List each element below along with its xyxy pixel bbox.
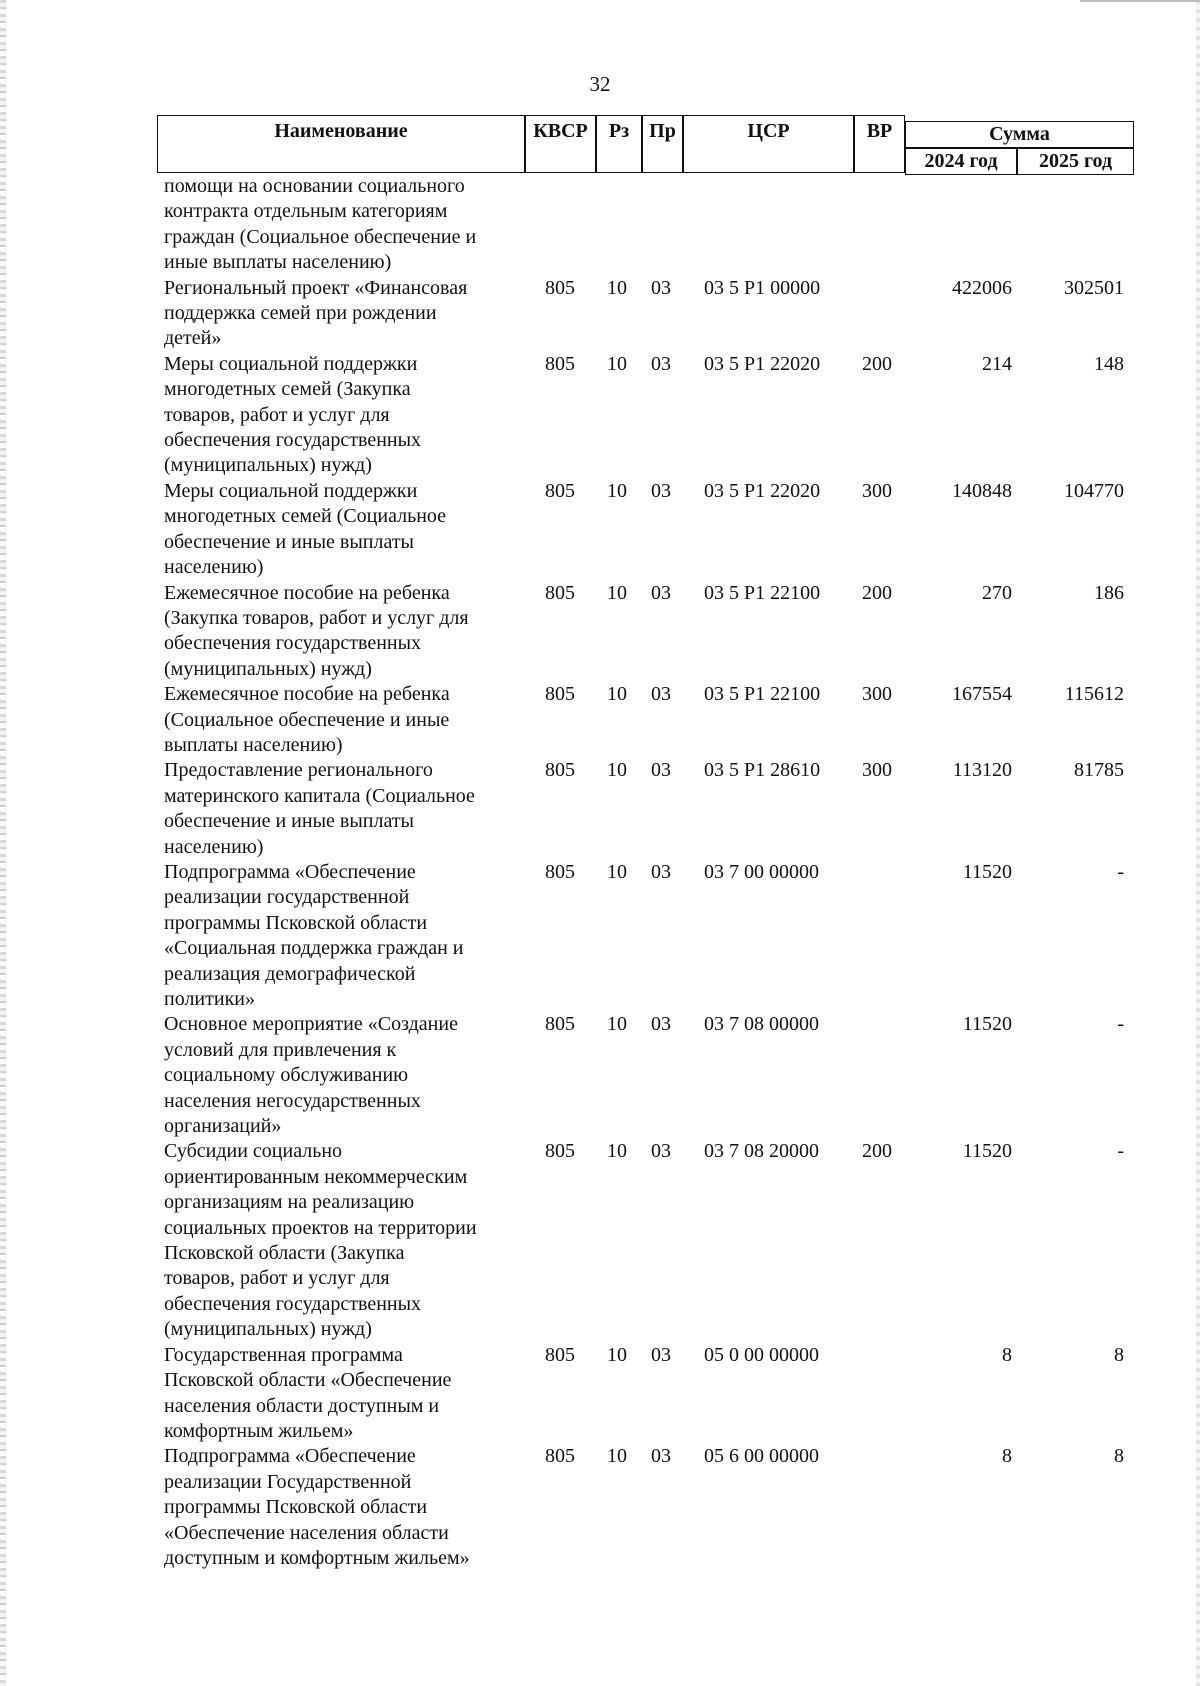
vr-cell: 300 (862, 683, 892, 706)
csr-cell: 05 0 00 00000 (704, 1343, 819, 1366)
sum-2024-cell: 8 (1002, 1445, 1012, 1468)
table-row (0, 174, 1200, 276)
name-cell: Подпрограмма «Обеспечение реализации Государственной программы Псковской области «Обеспечение населения области доступным и комфортным жильем» (164, 1445, 470, 1569)
pr-cell: 03 (651, 479, 671, 502)
csr-cell: 03 5 Р1 22020 (704, 479, 821, 502)
sum-2025-cell: - (1117, 1013, 1124, 1036)
csr-cell: 03 7 00 00000 (704, 860, 819, 883)
sum-2024-cell: 113120 (952, 759, 1012, 782)
sum-2024-cell: 214 (982, 352, 1012, 375)
rz-cell: 10 (607, 1343, 627, 1366)
csr-cell: 03 5 Р1 22100 (704, 581, 821, 604)
rz-cell: 10 (607, 276, 627, 299)
header-pr-label: Пр (649, 120, 676, 142)
vr-cell: 300 (862, 759, 892, 782)
pr-cell: 03 (651, 683, 671, 706)
csr-cell: 03 5 Р1 00000 (704, 276, 821, 299)
header-vr-cell (854, 115, 905, 173)
rz-cell: 10 (607, 581, 627, 604)
table-row (0, 581, 1200, 683)
kvsr-cell: 805 (545, 1343, 575, 1366)
rz-cell: 10 (607, 759, 627, 782)
name-cell: Подпрограмма «Обеспечение реализации государственной программы Псковской области «Социальная поддержка граждан и реализация демографической политики» (164, 860, 464, 1010)
table-row (0, 682, 1200, 758)
rz-cell: 10 (607, 1013, 627, 1036)
table-row (0, 1343, 1200, 1445)
header-rz-label: Рз (608, 120, 630, 142)
pr-cell: 03 (651, 276, 671, 299)
pr-cell: 03 (651, 759, 671, 782)
vr-cell: 200 (862, 581, 892, 604)
vr-cell: 200 (862, 352, 892, 375)
sum-2024-cell: 8 (1002, 1343, 1012, 1366)
table-row (0, 1012, 1200, 1139)
rz-cell: 10 (607, 352, 627, 375)
pr-cell: 03 (651, 1343, 671, 1366)
name-cell: Субсидии социально ориентированным некоммерческим организациям на реализацию социальных проектов на территории Псковской области (Закупка товаров, работ и услуг для обеспечения государственных (муниципальных) нужд) (164, 1140, 477, 1341)
header-name-cell (157, 115, 525, 173)
table-row (0, 758, 1200, 860)
name-cell: помощи на основании социального контракта отдельным категориям граждан (Социальное обеспечение и иные выплаты населению) (164, 175, 477, 274)
rz-cell: 10 (607, 860, 627, 883)
header-year-2024: 2024 год (905, 148, 1017, 175)
name-cell: Государственная программа Псковской области «Обеспечение населения области доступным и комфортным жильем» (164, 1343, 452, 1442)
sum-2025-cell: 104770 (1064, 479, 1124, 502)
table-row (0, 860, 1200, 1012)
kvsr-cell: 805 (545, 479, 575, 502)
sum-2025-cell: - (1117, 1140, 1124, 1163)
pr-cell: 03 (651, 1445, 671, 1468)
sum-2025-cell: 8 (1114, 1343, 1124, 1366)
kvsr-cell: 805 (545, 683, 575, 706)
csr-cell: 03 5 Р1 28610 (704, 759, 821, 782)
rz-cell: 10 (607, 479, 627, 502)
kvsr-cell: 805 (545, 1445, 575, 1468)
pr-cell: 03 (651, 1140, 671, 1163)
name-cell: Региональный проект «Финансовая поддержка семей при рождении детей» (164, 276, 468, 350)
kvsr-cell: 805 (545, 1013, 575, 1036)
header-year-2025: 2025 год (1017, 148, 1134, 175)
kvsr-cell: 805 (545, 276, 575, 299)
name-cell: Меры социальной поддержки многодетных семей (Социальное обеспечение и иные выплаты населению) (164, 479, 447, 579)
name-cell: Основное мероприятие «Создание условий для привлечения к социальному обслуживанию населения негосударственных организаций» (164, 1013, 458, 1138)
scan-top-line (1080, 0, 1200, 2)
sum-2025-cell: 115612 (1064, 683, 1124, 706)
kvsr-cell: 805 (545, 759, 575, 782)
kvsr-cell: 805 (545, 581, 575, 604)
header-sum-label: Сумма (905, 121, 1134, 148)
sum-2024-cell: 422006 (952, 276, 1012, 299)
sum-2024-cell: 270 (982, 581, 1012, 604)
sum-2025-cell: 302501 (1064, 276, 1124, 299)
sum-2025-cell: 8 (1114, 1445, 1124, 1468)
vr-cell: 200 (862, 1140, 892, 1163)
vr-cell: 300 (862, 479, 892, 502)
table-row (0, 1444, 1200, 1571)
pr-cell: 03 (651, 581, 671, 604)
kvsr-cell: 805 (545, 860, 575, 883)
csr-cell: 03 7 08 20000 (704, 1140, 819, 1163)
sum-2024-cell: 11520 (962, 860, 1012, 883)
pr-cell: 03 (651, 860, 671, 883)
sum-2025-cell: - (1117, 860, 1124, 883)
csr-cell: 05 6 00 00000 (704, 1445, 819, 1468)
pr-cell: 03 (651, 352, 671, 375)
sum-2025-cell: 148 (1094, 352, 1124, 375)
name-cell: Меры социальной поддержки многодетных семей (Закупка товаров, работ и услуг для обеспечения государственных (муниципальных) нужд) (164, 352, 422, 477)
csr-cell: 03 7 08 00000 (704, 1013, 819, 1036)
csr-cell: 03 5 Р1 22100 (704, 683, 821, 706)
header-name-label: Наименование (274, 120, 408, 142)
name-cell: Предоставление регионального материнского капитала (Социальное обеспечение и иные выплаты населению) (164, 759, 475, 858)
header-kvsr-label: КВСР (533, 120, 588, 142)
rz-cell: 10 (607, 1445, 627, 1468)
header-csr-label: ЦСР (747, 120, 790, 142)
kvsr-cell: 805 (545, 1140, 575, 1163)
table-body (0, 174, 1200, 1571)
header-pr-cell (642, 115, 683, 173)
name-cell: Ежемесячное пособие на ребенка (Социальное обеспечение и иные выплаты населению) (164, 683, 450, 756)
table-row (0, 479, 1200, 581)
page-number: 32 (589, 72, 611, 96)
header-vr-label: ВР (866, 120, 893, 142)
sum-2025-cell: 81785 (1074, 759, 1124, 782)
table-row (0, 352, 1200, 479)
kvsr-cell: 805 (545, 352, 575, 375)
rz-cell: 10 (607, 683, 627, 706)
csr-cell: 03 5 Р1 22020 (704, 352, 821, 375)
pr-cell: 03 (651, 1013, 671, 1036)
sum-2024-cell: 11520 (962, 1013, 1012, 1036)
table-row (0, 1139, 1200, 1342)
rz-cell: 10 (607, 1140, 627, 1163)
header-kvsr-cell (525, 115, 596, 173)
name-cell: Ежемесячное пособие на ребенка (Закупка товаров, работ и услуг для обеспечения государственных (муниципальных) нужд) (164, 581, 469, 680)
sum-2025-cell: 186 (1094, 581, 1124, 604)
header-csr-cell (683, 115, 854, 173)
sum-2024-cell: 11520 (962, 1140, 1012, 1163)
table-row (0, 276, 1200, 352)
sum-2024-cell: 167554 (952, 683, 1012, 706)
header-rz-cell (596, 115, 642, 173)
sum-2024-cell: 140848 (952, 479, 1012, 502)
